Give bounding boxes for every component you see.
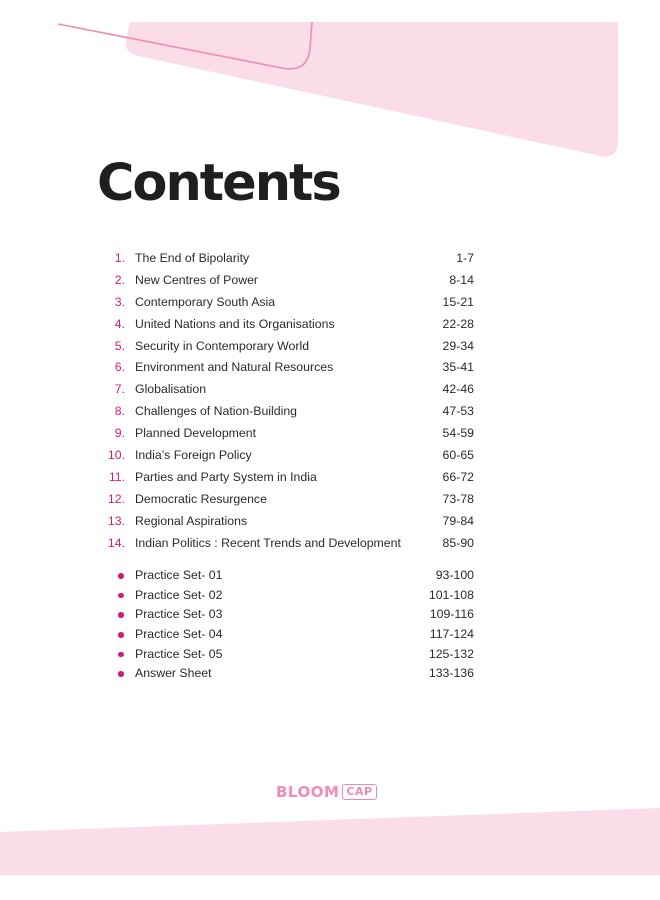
chapter-number: 5. <box>114 338 125 353</box>
chapter-number: 7. <box>114 382 125 397</box>
chapter-title: United Nations and its Organisations <box>135 316 335 331</box>
chapter-pages: 8-14 <box>449 272 474 287</box>
practice-title: Practice Set- 04 <box>135 627 223 642</box>
page-title: Contents <box>97 154 340 213</box>
chapter-number: 3. <box>114 294 125 309</box>
practice-row <box>100 586 474 606</box>
footer-pink-band <box>0 808 660 875</box>
practice-row <box>100 645 474 665</box>
chapter-title: India’s Foreign Policy <box>135 448 252 463</box>
chapter-row <box>100 467 474 489</box>
practice-title: Answer Sheet <box>135 666 212 681</box>
practice-pages: 117-124 <box>429 627 474 642</box>
chapter-title: Contemporary South Asia <box>135 294 276 309</box>
chapter-number: 6. <box>114 360 125 375</box>
practice-pages: 93-100 <box>435 568 474 582</box>
chapter-row <box>100 379 474 401</box>
chapter-pages: 47-53 <box>442 404 474 419</box>
chapter-number: 12. <box>107 491 125 506</box>
chapter-number: 1. <box>114 251 125 265</box>
bloomcap-logo <box>276 783 377 801</box>
practice-pages: 133-136 <box>428 666 474 681</box>
chapter-pages: 35-41 <box>442 360 474 375</box>
chapter-title: New Centres of Power <box>135 272 259 287</box>
chapter-pages: 22-28 <box>442 316 474 331</box>
bullet-icon <box>118 573 124 579</box>
chapter-title: Security in Contemporary World <box>135 338 310 353</box>
bullet-icon <box>118 593 124 599</box>
chapter-title: Challenges of Nation-Building <box>135 404 298 419</box>
practice-pages: 109-116 <box>429 607 474 622</box>
logo-boxed-text: CAP <box>342 784 376 800</box>
practice-row <box>100 664 474 684</box>
chapter-pages: 60-65 <box>442 448 474 463</box>
chapter-title: Democratic Resurgence <box>135 491 267 506</box>
chapter-title: Regional Aspirations <box>135 513 248 528</box>
chapter-pages: 15-21 <box>442 294 474 309</box>
chapter-list <box>100 248 474 554</box>
practice-list <box>100 566 474 684</box>
practice-row <box>100 605 474 625</box>
practice-title: Practice Set- 05 <box>135 646 223 661</box>
chapter-row <box>100 401 474 423</box>
practice-pages: 101-108 <box>428 587 474 602</box>
practice-row <box>100 566 474 586</box>
bullet-icon <box>118 632 124 638</box>
chapter-title: The End of Bipolarity <box>135 251 250 265</box>
chapter-number: 4. <box>114 316 125 331</box>
chapter-number: 9. <box>114 426 125 441</box>
bullet-icon <box>118 612 124 618</box>
chapter-pages: 79-84 <box>442 513 474 528</box>
chapter-row <box>100 270 474 292</box>
chapter-row <box>100 336 474 358</box>
chapter-row <box>100 357 474 379</box>
chapter-title: Environment and Natural Resources <box>135 360 334 375</box>
bullet-icon <box>118 671 124 677</box>
chapter-pages: 73-78 <box>442 491 474 506</box>
chapter-row <box>100 248 474 270</box>
chapter-row <box>100 423 474 445</box>
chapter-number: 14. <box>107 535 125 550</box>
chapter-row <box>100 511 474 533</box>
header-pink-shape <box>126 22 618 157</box>
practice-title: Practice Set- 03 <box>135 607 223 622</box>
logo-word: BLOOM <box>276 783 340 801</box>
chapter-pages: 85-90 <box>442 535 474 550</box>
chapter-pages: 29-34 <box>442 338 474 353</box>
practice-title: Practice Set- 02 <box>135 587 223 602</box>
chapter-number: 11. <box>108 469 125 484</box>
chapter-row <box>100 489 474 511</box>
chapter-title: Parties and Party System in India <box>135 469 317 484</box>
chapter-number: 13. <box>107 513 125 528</box>
chapter-number: 10. <box>107 448 125 463</box>
chapter-pages: 42-46 <box>442 382 474 397</box>
chapter-number: 8. <box>114 404 125 419</box>
chapter-number: 2. <box>114 272 125 287</box>
bullet-icon <box>118 652 124 658</box>
chapter-pages: 1-7 <box>456 251 474 265</box>
practice-title: Practice Set- 01 <box>135 568 223 582</box>
chapter-row <box>100 292 474 314</box>
chapter-row <box>100 445 474 467</box>
chapter-pages: 54-59 <box>442 426 474 441</box>
chapter-row <box>100 314 474 336</box>
practice-row <box>100 625 474 645</box>
practice-pages: 125-132 <box>428 646 474 661</box>
chapter-row <box>100 533 474 555</box>
chapter-title: Planned Development <box>135 426 256 441</box>
chapter-title: Indian Politics : Recent Trends and Development <box>135 535 401 550</box>
chapter-pages: 66-72 <box>442 469 474 484</box>
chapter-title: Globalisation <box>135 382 207 397</box>
